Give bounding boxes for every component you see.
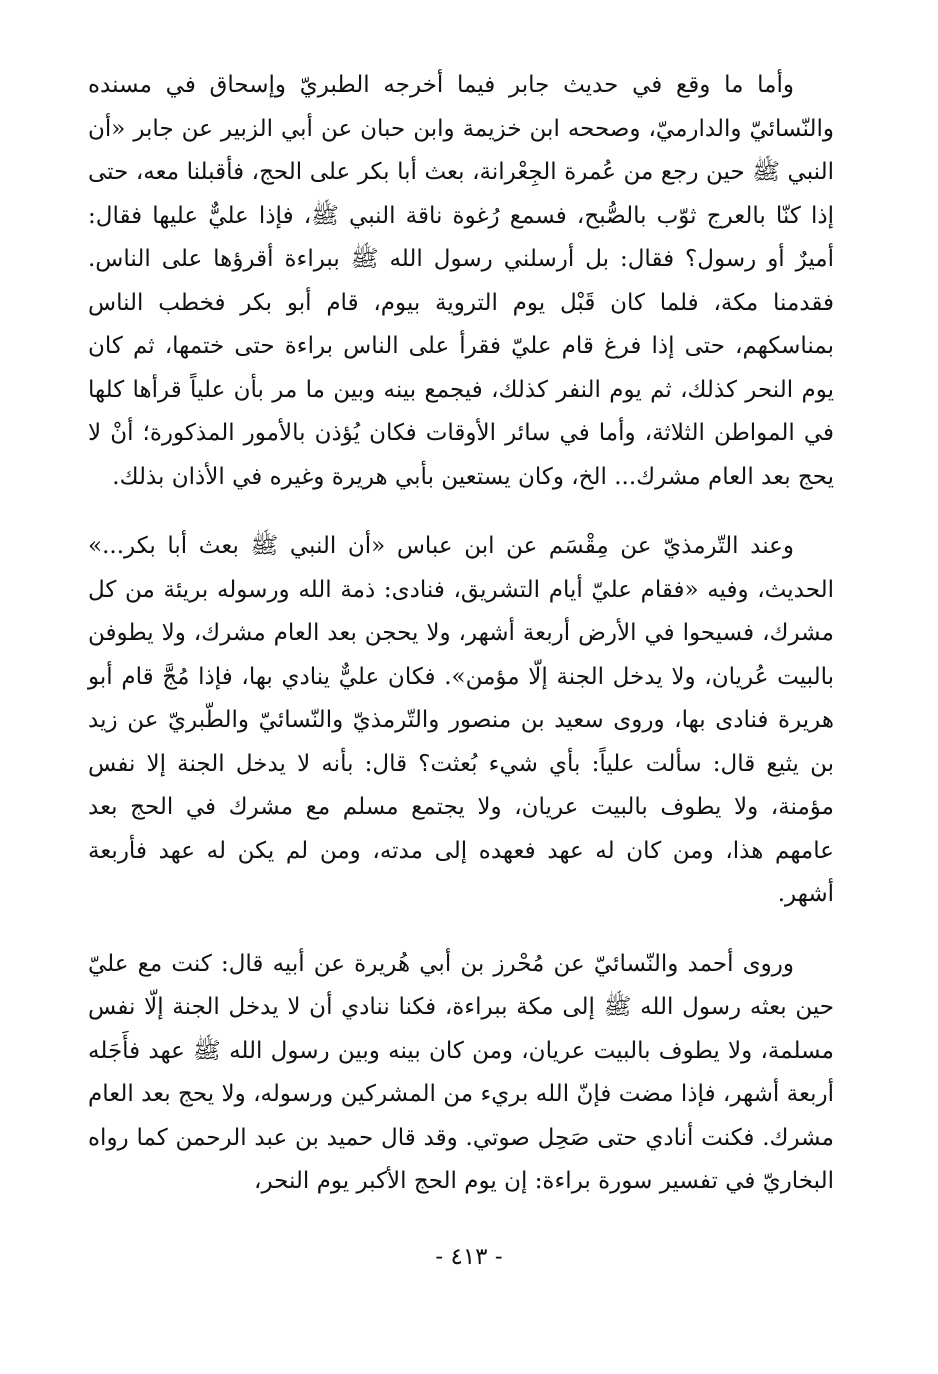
page-number: - ٤١٣ - xyxy=(435,1244,503,1270)
paragraph-2: وعند التّرمذيّ عن مِقْسَم عن ابن عباس «أن النبي ﷺ بعث أبا بكر...» الحديث، وفيه «فقام عليّ أيام التشريق، فنادى: ذمة الله ورسوله بريئة من كل مشرك، فسيحوا في الأرض أربعة أشهر، ولا يحجن بعد العام مشرك، ولا يطوفن بالبيت عُريان، ولا يدخل الجنة إلّا مؤمن». فكان عليٌّ ينادي بها، فإذا مُجَّ قام أبو هريرة فنادى بها، وروى سعيد بن منصور والتّرمذيّ والنّسائيّ والطّبريّ عن زيد بن يثيع قال: سألت علياً: بأي شيء بُعثت؟ قال: بأنه لا يدخل الجنة إلا نفس مؤمنة، ولا يطوف بالبيت عريان، ولا يجتمع مسلم مع مشرك في الحج بعد عامهم هذا، ومن كان له عهد فعهده إلى مدته، ومن لم يكن له عهد فأربعة أشهر. xyxy=(88,533,834,907)
paragraph-3: وروى أحمد والنّسائيّ عن مُحْرز بن أبي هُريرة عن أبيه قال: كنت مع عليّ حين بعثه رسول الله ﷺ إلى مكة ببراءة، فكنا ننادي أن لا يدخل الجنة إلّا نفس مسلمة، ولا يطوف بالبيت عريان، ومن كان بينه وبين رسول الله ﷺ عهد فأَجَله أربعة أشهر، فإذا مضت فإنّ الله بريء من المشركين ورسوله، ولا يحج بعد العام مشرك. فكنت أنادي حتى صَحِل صوتي. وقد قال حميد بن عبد الرحمن كما رواه البخاريّ في تفسير سورة براءة: إن يوم الحج الأكبر يوم النحر، xyxy=(88,950,834,1194)
paragraph-1: وأما ما وقع في حديث جابر فيما أخرجه الطبريّ وإسحاق في مسنده والنّسائيّ والدارميّ، وصححه ابن خزيمة وابن حبان عن أبي الزبير عن جابر «أن النبي ﷺ حين رجع من عُمرة الجِعْرانة، بعث أبا بكر على الحج، فأقبلنا معه، حتى إذا كنّا بالعرج ثوّب بالصُّبح، فسمع رُغوة ناقة النبي ﷺ، فإذا عليٌّ عليها فقال: أميرٌ أو رسول؟ فقال: بل أرسلني رسول الله ﷺ ببراءة أقرؤها على الناس. فقدمنا مكة، فلما كان قَبْل يوم التروية بيوم، قام أبو بكر فخطب الناس بمناسكهم، حتى إذا فرغ قام عليّ فقرأ على الناس براءة حتى ختمها، ثم كان يوم النحر كذلك، ثم يوم النفر كذلك، فيجمع بينه وبين ما مر بأن علياً قرأها كلها في المواطن الثلاثة، وأما في سائر الأوقات فكان يُؤذن بالأمور المذكورة؛ أنْ لا يحج بعد العام مشرك... الخ، وكان يستعين بأبي هريرة وغيره في الأذان بذلك. xyxy=(88,72,834,490)
document-body xyxy=(88,64,834,1204)
